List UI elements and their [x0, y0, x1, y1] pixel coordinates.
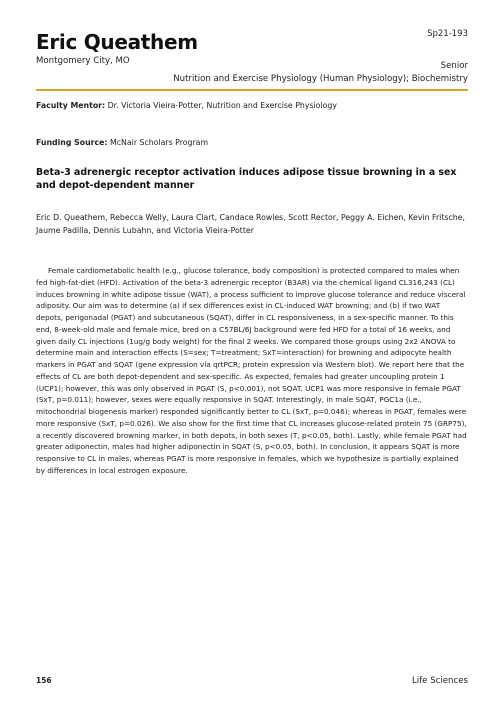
page-number: 156 — [36, 676, 52, 685]
class-year: Senior — [440, 61, 468, 71]
section-label: Life Sciences — [411, 676, 468, 686]
faculty-mentor-label: Faculty Mentor: — [36, 101, 106, 110]
funding-source-value: McNair Scholars Program — [107, 138, 209, 147]
author-list: Eric D. Queathem, Rebecca Welly, Laura Clart, Candace Rowles, Scott Rector, Peggy A. Eichen, Kevin Fritsche, Jaume Padilla, Dennis Lubahn, and Victoria Vieira-Potter — [36, 213, 465, 235]
abstract-body: Female cardiometabolic health (e.g., glucose tolerance, body composition) is protected compared to males when fed high-fat-diet (HFD). Activation of the beta-3 adrenergic receptor (B3AR) via the chemical ligand CL316,243 (CL) induces browning in white adipose tissue (WAT), a process sufficient to improve glucose tolerance and reduce visceral adiposity. Our aim was to determine (a) if sex differences exist in CL-induced WAT browning; and (b) if two WAT depots, perigonadal (PGAT) and subcutaneous (SQAT), differ in CL responsiveness, in a sex-specific manner. To this end, 8-week-old male and female mice, bred on a C57BL/6J background were fed HFD for a total of 16 weeks, and given daily CL injections (1ug/g body weight) for the final 2 weeks. We compared those groups using 2x2 ANOVA to determine main and interaction effects (S=sex; T=treatment; SxT=interaction) for browning and adipocyte health markers in PGAT and SQAT (gene expression via qrtPCR; protein expression via Western blot). We report here that the effects of CL are both depot-dependent and sex-specific. As expected, females had greater uncoupling protein 1 (UCP1); however, this was only observed in PGAT (S, p<0.001), not SQAT. UCP1 was more responsive in female PGAT (SxT, p=0.011); however, sexes were equally responsive in SQAT. Interestingly, in male SQAT, PGC1a (i.e., mitochondrial biogenesis marker) responded significantly better to CL (SxT, p=0.046); whereas in PGAT, females were more responsive (SxT, p=0.026). We also show for the first time that CL increases glucose-related protein 75 (GRP75), a recently discovered browning marker, in both depots, in both sexes (T, p<0.05, both). Lastly, while female PGAT had greater adiponectin, males had higher adiponectin in SQAT (S, p<0.05, both). In conclusion, it appears SQAT is more responsive to CL in males, whereas PGAT is more responsive in females, which we hypothesize is partially explained by differences in local estrogen exposure. — [36, 266, 467, 475]
faculty-mentor — [36, 101, 337, 110]
student-name: Eric Queathem — [36, 30, 198, 54]
header-divider — [36, 89, 468, 91]
funding-source-label: Funding Source: — [36, 138, 108, 147]
abstract-title: Beta-3 adrenergic receptor activation induces adipose tissue browning in a sex and depot-dependent manner — [36, 167, 457, 191]
abstract-id: Sp21-193 — [427, 29, 468, 39]
faculty-mentor-value: Dr. Victoria Vieira-Potter, Nutrition and Exercise Physiology — [105, 101, 337, 110]
funding-source — [36, 138, 208, 147]
hometown: Montgomery City, MO — [36, 56, 130, 66]
major: Nutrition and Exercise Physiology (Human Physiology); Biochemistry — [173, 74, 468, 84]
